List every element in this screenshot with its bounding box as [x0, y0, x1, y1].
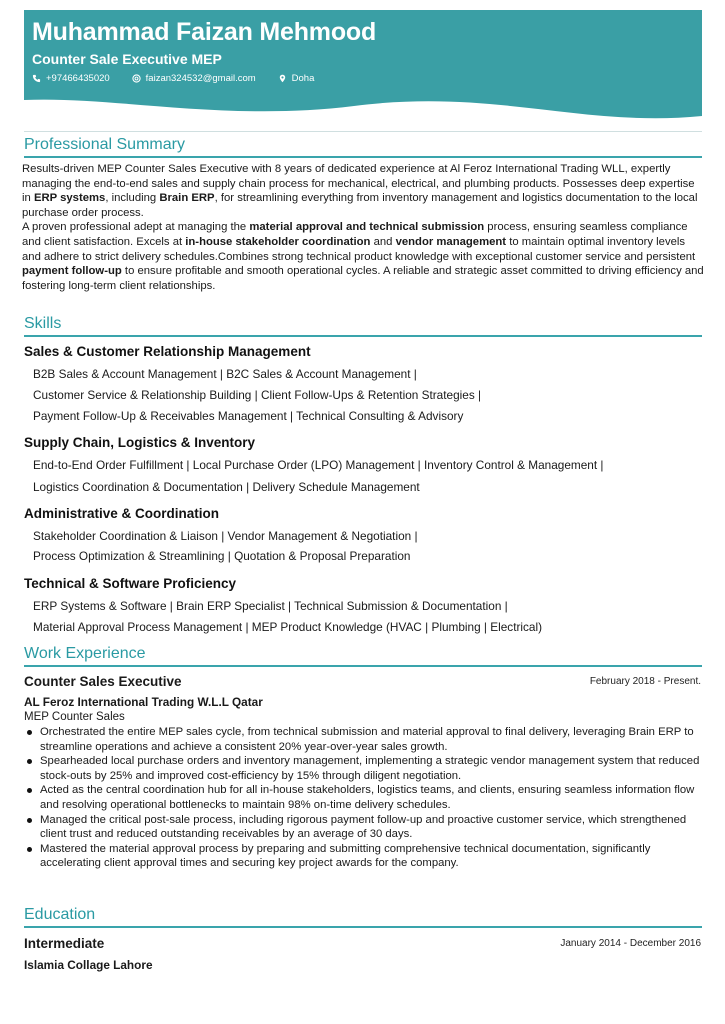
section-rule: [24, 335, 702, 337]
candidate-title: Counter Sale Executive MEP: [32, 51, 222, 67]
section-rule: [24, 156, 702, 158]
at-icon: [132, 74, 141, 83]
email-text: faizan324532@gmail.com: [145, 73, 256, 84]
summary-run: Results-driven MEP Counter Sales Executive with 8 years of dedicated experience at Al Feroz International Trading WLL, expertly managing the end-to-end sales and supply chain process for mechanical, electrical, and plumbing products. Possesses deep expertise in: [22, 163, 695, 205]
skill-line: Logistics Coordination & Documentation | Delivery Schedule Management: [33, 480, 420, 494]
phone-text: +97466435020: [46, 73, 110, 84]
summary-run: , for streamlining everything from inventory management and logistics documentation to the local purchase order process.: [22, 192, 698, 219]
summary-run: to maintain optimal inventory levels and adhere to strict delivery schedules.Combines strong technical product knowledge with exceptional customer service and persistent: [22, 235, 696, 263]
education-dates: January 2014 - December 2016: [560, 938, 701, 949]
list-item: Managed the critical post-sale process, including rigorous payment follow-up and proactive customer service, which strengthened client trust and reduced outstanding receivables by an average of 30 days.: [24, 813, 702, 842]
skill-line: Customer Service & Relationship Building | Client Follow-Ups & Retention Strategies |: [33, 388, 482, 402]
skill-group-title: Technical & Software Proficiency: [24, 576, 237, 591]
education-title: Intermediate: [24, 936, 105, 951]
contact-phone[interactable]: [32, 73, 110, 84]
contact-row: [32, 73, 314, 84]
section-rule: [24, 926, 702, 928]
summary-run: , including: [105, 192, 160, 205]
summary-keyword: vendor management: [395, 235, 507, 248]
summary-keyword: payment follow-up: [22, 265, 122, 278]
skill-group-title: Supply Chain, Logistics & Inventory: [24, 435, 256, 450]
skill-line: Payment Follow-Up & Receivables Management | Technical Consulting & Advisory: [33, 409, 464, 423]
summary-paragraph-1: [22, 162, 704, 220]
section-title: Work Experience: [24, 645, 146, 662]
section-title: Education: [24, 906, 96, 923]
section-rule: [24, 665, 702, 667]
contact-location: [278, 73, 315, 84]
company-name: AL Feroz International Trading W.L.L Qatar: [24, 695, 263, 709]
skill-group-title: Sales & Customer Relationship Management: [24, 344, 311, 359]
education-school: Islamia Collage Lahore: [24, 958, 153, 972]
summary-run: to ensure profitable and smooth operational cycles. A reliable and strategic asset committed to driving efficiency and fostering long-term client relationships.: [22, 265, 704, 292]
summary-run: and: [370, 235, 396, 248]
skill-line: Material Approval Process Management | MEP Product Knowledge (HVAC | Plumbing | Electrical): [33, 620, 543, 634]
skill-line: B2B Sales & Account Management | B2C Sales & Account Management |: [33, 367, 417, 381]
contact-email[interactable]: [132, 73, 256, 84]
list-item: Mastered the material approval process by preparing and submitting comprehensive technical documentation, significantly accelerating client approval times and securing key project awards for the company.: [24, 842, 702, 871]
job-title: Counter Sales Executive: [24, 674, 182, 689]
job-dates: February 2018 - Present.: [589, 676, 701, 687]
skill-group-title: Administrative & Coordination: [24, 506, 220, 521]
summary-keyword: material approval and technical submission: [249, 221, 485, 234]
summary-text: [22, 162, 704, 293]
phone-icon: [32, 74, 41, 83]
location-text: Doha: [291, 73, 315, 84]
section-summary-heading: [24, 136, 702, 158]
experience-bullets: [24, 725, 702, 871]
summary-keyword: Brain ERP: [159, 192, 215, 205]
summary-keyword: ERP systems: [33, 192, 106, 205]
list-item: Spearheaded local purchase orders and inventory management, implementing a strategic vendor management system that reduced stock-outs by 25% and improved cost-efficiency by 15% through diligent negotiation.: [24, 754, 702, 783]
summary-run: process, ensuring seamless compliance and client satisfaction. Excels at: [22, 221, 688, 248]
job-role: MEP Counter Sales: [24, 711, 125, 723]
candidate-name: Muhammad Faizan Mehmood: [32, 18, 377, 46]
section-education-heading: [24, 906, 702, 928]
summary-keyword: in-house stakeholder coordination: [185, 235, 371, 248]
skill-line: Process Optimization & Streamlining | Quotation & Proposal Preparation: [33, 549, 411, 563]
location-pin-icon: [278, 74, 287, 83]
list-item: Acted as the central coordination hub for all in-house stakeholders, logistics teams, and clients, ensuring seamless information flow and resolving operational bottlenecks to maintain 98% on-time delivery schedules.: [24, 783, 702, 812]
summary-paragraph-2: [22, 220, 704, 293]
skill-line: Stakeholder Coordination & Liaison | Vendor Management & Negotiation |: [33, 529, 418, 543]
section-skills-heading: [24, 315, 702, 337]
skill-line: ERP Systems & Software | Brain ERP Specialist | Technical Submission & Documentation |: [33, 599, 508, 613]
section-title: Skills: [24, 315, 62, 332]
section-experience-heading: [24, 645, 702, 667]
skill-line: End-to-End Order Fulfillment | Local Purchase Order (LPO) Management | Inventory Control & Management |: [33, 458, 604, 472]
header-divider: [24, 131, 702, 132]
resume-header: [24, 10, 702, 122]
list-item: Orchestrated the entire MEP sales cycle, from technical submission and material approval to final delivery, leveraging Brain ERP to streamline operations and achieve a consistent 20% year-over-year sales growth.: [24, 725, 702, 754]
section-title: Professional Summary: [24, 136, 185, 153]
summary-run: A proven professional adept at managing the: [22, 221, 250, 234]
